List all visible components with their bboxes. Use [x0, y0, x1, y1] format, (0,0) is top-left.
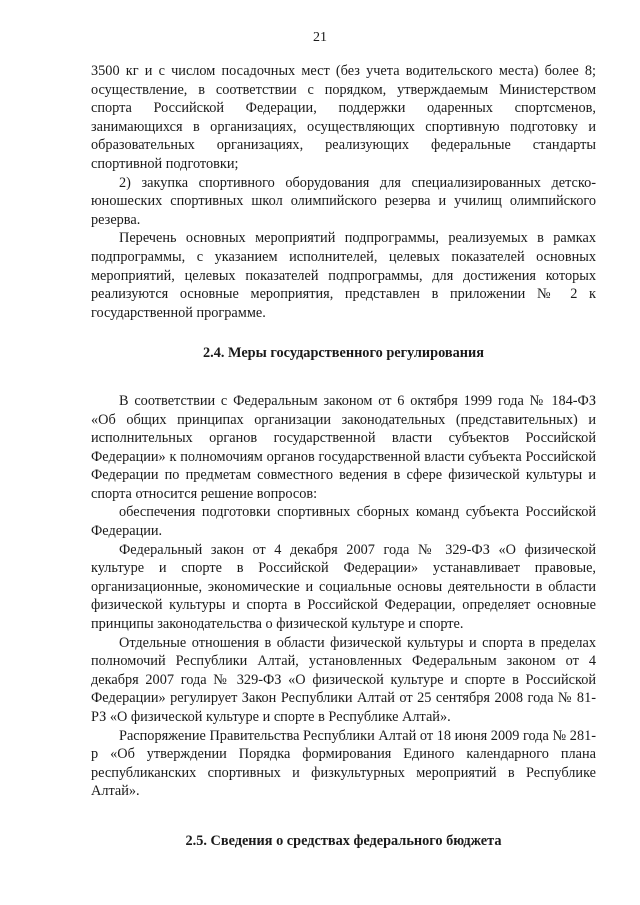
document-body [91, 62, 596, 851]
paragraph-federal-law-184: В соответствии с Федеральным законом от 6 октября 1999 года № 184-ФЗ «Об общих принципах организации законодательных (представительных) и исполнительных органов государственной власти субъектов Российской Федерации» к полномочиям органов государственной власти субъекта Российской Федерации по предметам совместного ведения в сфере физической культуры и спорта относится решение вопросов: [91, 392, 596, 502]
paragraph-altai-law: Отдельные отношения в области физической культуры и спорта в пределах полномочий Республики Алтай, установленных Федеральным законом от 4 декабря 2007 года № 329-ФЗ «О физической культуре и спорте в Российской Федерации» регулирует Закон Республики Алтай от 25 сентября 2008 года № 81-РЗ «О физической культуре и спорте в Республике Алтай». [91, 634, 596, 725]
paragraph-team-preparation: обеспечения подготовки спортивных сборных команд субъекта Российской Федерации. [91, 504, 596, 540]
section-heading-regulation: 2.4. Меры государственного регулирования [203, 345, 484, 362]
section-heading-federal-budget: 2.5. Сведения о средствах федерального бюджета [185, 832, 502, 849]
paragraph-federal-law-329: Федеральный закон от 4 декабря 2007 года № 329-ФЗ «О физической культуре и спорте в Российской Федерации» устанавливает правовые, организационные, экономические и социальные основы деятельности в области физической культуры и спорта в Российской Федерации, определяет основные принципы законодательства о физической культуре и спорте. [91, 541, 596, 633]
paragraph-continuation: 3500 кг и с числом посадочных мест (без учета водительского места) более 8; осуществление, в соответствии с порядком, утверждаемым Министерством спорта Российской Федерации, поддержки одаренных спортсменов, занимающихся в организациях, осуществляющих спортивную подготовку и образовательных организациях, реализующих федеральные стандарты спортивной подготовки; [91, 63, 596, 172]
paragraph-activities-list: Перечень основных мероприятий подпрограммы, реализуемых в рамках подпрограммы, с указанием исполнителей, целевых показателей основных мероприятий, целевых показателей подпрограммы, для достижения которых реализуются основные мероприятия, представлен в приложении № 2 к государственной программе. [91, 230, 596, 321]
paragraph-government-order: Распоряжение Правительства Республики Алтай от 18 июня 2009 года № 281-р «Об утверждении Порядка формирования Единого календарного плана республиканских спортивных и физкультурных мероприятий в Республике Алтай». [91, 727, 596, 800]
page-number: 21 [313, 30, 327, 45]
paragraph-equipment-purchase: 2) закупка спортивного оборудования для специализированных детско-юношеских спортивных школ олимпийского резерва и училищ олимпийского резерва. [91, 174, 596, 228]
